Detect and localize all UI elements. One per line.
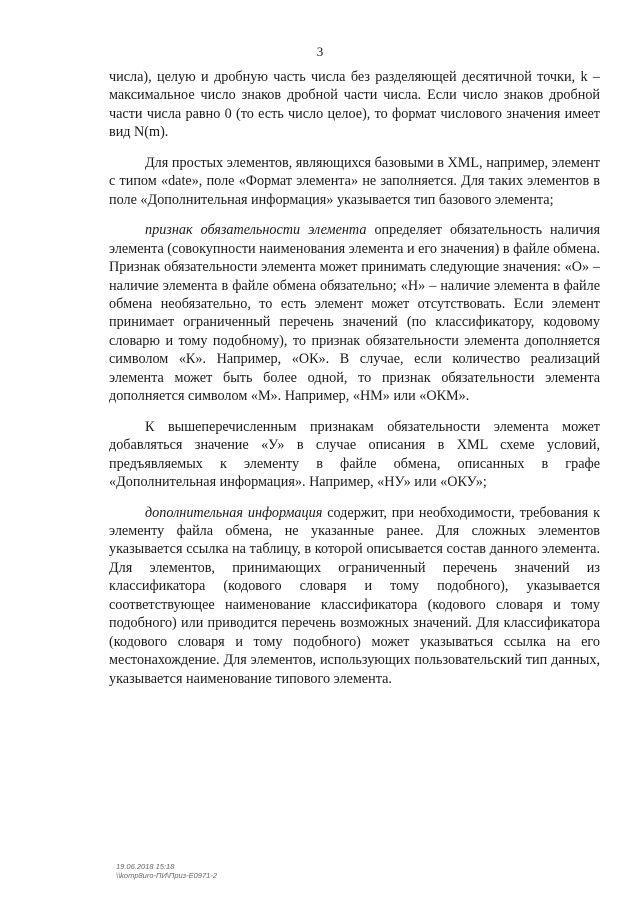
paragraph-text: содержит, при необходимости, требования к элементу файла обмена, не указанные ранее. Для сложных элементов указывается ссылка на таблицу, в которой описывается состав данного элемента. Для элементов, принимающих ограниченный перечень значений из классификатора (кодового словаря и тому подобного), указывается соответствующее наименование классификатора (кодового словаря и тому подобного) или приводится перечень возможных значений. Для классификатора (кодового словаря и тому подобного) может указываться ссылка на его местонахождение. Для элементов, использующих пользовательский тип данных, указывается наименование типового элемента. [109,504,600,687]
defined-term: дополнительная информация [145,504,323,521]
paragraph-condition-flag [109,418,600,492]
footer-timestamp: 19.06.2018 15:18 [116,862,175,871]
document-body [109,68,600,688]
paragraph-text: определяет обязательность наличия элемента (совокупности наименования элемента и его значения) в файле обмена. Признак обязательности элемента может принимать следующие значения: «О» – наличие элемента в файле обмена обязательно; «Н» – наличие элемента в файле обмена необязательно, то есть элемент может отсутствовать. Если элемент принимает ограниченный перечень значений (по классификатору, кодовому словарю и тому подобному), то признак обязательности элемента дополняется символом «К». Например, «ОК». В случае, если количество реализаций элемента может быть более одной, то признак обязательности элемента дополняется символом «М». Например, «НМ» или «ОКМ». [109,222,600,405]
footer-file-path: \\komp8uro-ПИ\Приз-Е0971-2 [116,871,218,880]
document-footer [116,862,217,880]
paragraph-mandatory-flag [109,221,600,406]
defined-term: признак обязательности элемента [145,222,367,239]
page-number: 3 [316,44,324,59]
paragraph-text: Для простых элементов, являющихся базовыми в XML, например, элемент с типом «date», поле «Формат элемента» не заполняется. Для таких элементов в поле «Дополнительная информация» указывается тип базового элемента; [109,154,600,208]
paragraph-format-continuation [109,68,600,142]
paragraph-simple-elements [109,154,600,209]
paragraph-text: числа), целую и дробную часть числа без разделяющей десятичной точки, k – максимальное число знаков дробной части числа. Если число знаков дробной части числа равно 0 (то есть число целое), то формат числового значения имеет вид N(m). [109,69,600,141]
paragraph-additional-info [109,504,600,689]
paragraph-text: К вышеперечисленным признакам обязательности элемента может добавляться значение «У» в случае описания в XML схеме условий, предъявляемых к элементу в файле обмена, описанных в графе «Дополнительная информация». Например, «НУ» или «ОКУ»; [109,418,600,491]
